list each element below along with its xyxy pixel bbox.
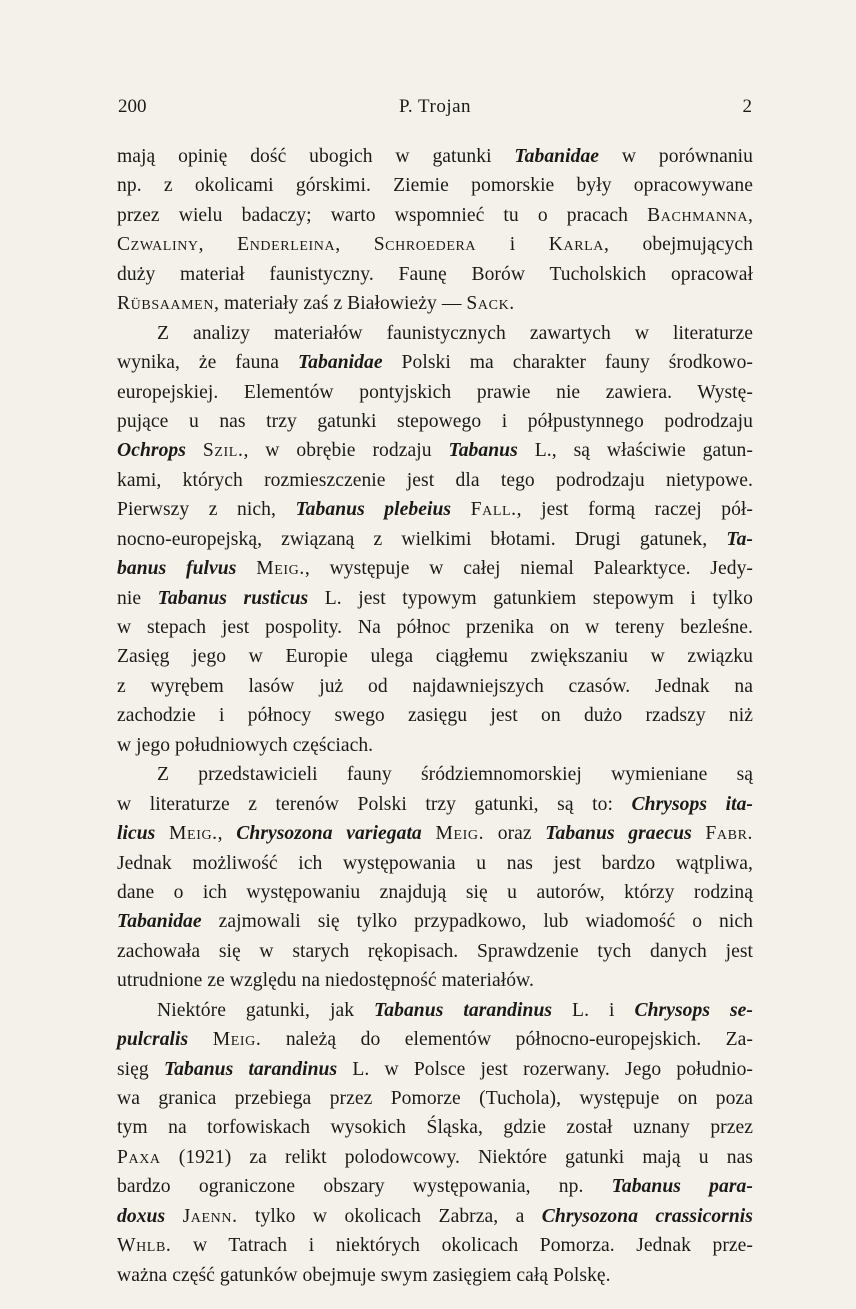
- italic-term: Tabanidae: [297, 352, 383, 374]
- body-text: [117, 142, 753, 1290]
- text-segment: tym na torfowiskach wysokich Śląska, gdzie został uznany przez: [117, 1117, 753, 1139]
- text-segment: [188, 1029, 212, 1050]
- text-line: [117, 1261, 753, 1290]
- text-segment: nie: [117, 587, 158, 609]
- text-segment: np. z okolicami górskimi. Ziemie pomorskie były opracowywane: [117, 175, 753, 197]
- text-segment: , jest formą raczej pół-: [516, 499, 753, 521]
- text-segment: tylko w okolicach Zabrza, a: [237, 1205, 542, 1227]
- text-line: [117, 407, 753, 436]
- running-title: P. Trojan: [398, 96, 472, 117]
- text-segment: europejskiej. Elementów pontyjskich prawie nie zawiera. Wystę-: [117, 381, 753, 403]
- text-line: [117, 525, 753, 554]
- text-segment: bardzo ograniczone obszary występowania, np.: [117, 1176, 612, 1198]
- author-name: Sack: [466, 293, 510, 315]
- author-name: Meig.: [256, 558, 305, 580]
- author-name: Whlb.: [117, 1235, 172, 1257]
- author-name: Meig.: [212, 1029, 262, 1051]
- text-line: [117, 1231, 753, 1260]
- text-line: [117, 201, 753, 230]
- text-segment: w jego południowych częściach.: [117, 734, 374, 756]
- text-segment: (1921) za relikt polodowcowy. Niektóre gatunki mają u nas: [160, 1146, 753, 1168]
- text-segment: , materiały zaś z Białowieży —: [214, 293, 467, 315]
- author-name: Bachmanna: [647, 204, 749, 226]
- italic-term: Chrysops ita-: [631, 793, 753, 815]
- text-segment: Niektóre gatunki, jak: [157, 999, 375, 1021]
- text-segment: L., są właściwie gatun-: [517, 440, 753, 462]
- text-segment: zachowała się w starych rękopisach. Sprawdzenie tych danych jest: [117, 940, 753, 962]
- text-line: [117, 584, 753, 613]
- text-line: [117, 1202, 753, 1231]
- italic-term: Tabanus plebeius: [295, 499, 452, 521]
- running-header: [118, 96, 752, 124]
- text-segment: w porównaniu: [599, 146, 754, 167]
- text-line: [117, 731, 753, 760]
- text-line: [117, 1143, 753, 1172]
- text-line: [117, 790, 753, 819]
- text-line: [117, 937, 753, 966]
- author-name: Paxa: [117, 1146, 161, 1168]
- text-segment: Pierwszy z nich,: [117, 499, 296, 521]
- text-line: [117, 701, 753, 730]
- text-line: [117, 289, 753, 318]
- text-segment: zajmowali się tylko przypadkowo, lub wiadomość o nich: [201, 911, 753, 933]
- text-segment: przez wielu badaczy; warto wspomnieć tu o pracach: [117, 204, 648, 226]
- text-line: [117, 907, 753, 936]
- text-segment: mają opinię dość ubogich w gatunki: [117, 146, 515, 167]
- text-segment: w literaturze z terenów Polski trzy gatunki, są to:: [117, 793, 632, 815]
- text-segment: [165, 1206, 182, 1227]
- text-segment: ,: [217, 823, 237, 845]
- text-segment: [186, 440, 203, 461]
- text-line: [117, 171, 753, 200]
- text-segment: zachodzie i północy swego zasięgu jest on dużo rzadszy niż: [117, 705, 753, 727]
- author-name: Rübsaamen: [117, 293, 215, 315]
- text-segment: , w obrębie rodzaju: [243, 440, 449, 462]
- author-name: Jaenn.: [182, 1205, 238, 1227]
- text-line: [117, 672, 753, 701]
- text-segment: w Tatrach i niektórych okolicach Pomorza. Jednak prze-: [171, 1235, 753, 1257]
- text-line: [117, 819, 753, 848]
- text-segment: kami, których rozmieszczenie jest dla tego podrodzaju nietypowe.: [117, 469, 753, 491]
- italic-term: Tabanidae: [514, 146, 600, 167]
- text-segment: wynika, że fauna: [117, 352, 298, 374]
- text-segment: [451, 499, 471, 520]
- text-segment: , obejmujących: [604, 234, 753, 256]
- text-segment: Z analizy materiałów faunistycznych zawartych w literaturze: [157, 322, 753, 344]
- text-segment: [692, 823, 706, 844]
- text-line: [117, 878, 753, 907]
- text-line: [117, 1113, 753, 1142]
- italic-term: doxus: [117, 1205, 166, 1227]
- page-number: 200: [118, 96, 147, 117]
- italic-term: banus fulvus: [117, 558, 237, 580]
- text-segment: pujące u nas trzy gatunki stepowego i półpustynnego podrodzaju: [117, 410, 753, 432]
- italic-term: pulcralis: [117, 1029, 189, 1051]
- text-segment: ,: [748, 204, 753, 226]
- author-name: Fabr.: [705, 823, 754, 845]
- italic-term: Ta-: [726, 528, 753, 550]
- text-segment: [422, 823, 436, 844]
- text-line: [117, 348, 753, 377]
- text-line: [117, 230, 753, 259]
- text-segment: L. w Polsce jest rozerwany. Jego południo-: [337, 1058, 753, 1080]
- text-segment: należą do elementów północno-europejskich. Za-: [261, 1029, 753, 1051]
- italic-term: Chrysozona crassicornis: [541, 1205, 753, 1227]
- text-segment: .: [509, 293, 515, 315]
- text-line: [117, 319, 753, 348]
- italic-term: Tabanidae: [117, 911, 202, 933]
- text-segment: z wyrębem lasów już od najdawniejszych czasów. Jednak na: [117, 675, 753, 697]
- text-line: [117, 642, 753, 671]
- italic-term: licus: [117, 823, 156, 845]
- author-name: Fall.: [470, 499, 517, 521]
- text-segment: ,: [198, 234, 238, 256]
- text-line: [117, 1025, 753, 1054]
- author-name: Meig.: [435, 823, 485, 845]
- italic-term: Tabanus graecus: [545, 823, 692, 845]
- text-line: [117, 495, 753, 524]
- text-line: [117, 760, 753, 789]
- text-line: [117, 966, 753, 995]
- italic-term: Tabanus tarandinus: [163, 1058, 338, 1080]
- author-name: Enderleina: [237, 234, 336, 256]
- italic-term: Chrysops se-: [634, 999, 753, 1021]
- text-segment: [155, 823, 169, 844]
- text-segment: Z przedstawicieli fauny śródziemnomorskiej wymieniane są: [157, 764, 753, 786]
- text-segment: i: [476, 234, 549, 256]
- italic-term: Ochrops: [117, 440, 186, 462]
- text-segment: , występuje w całej niemal Palearktyce. Jedy-: [304, 558, 753, 580]
- text-segment: nocno-europejską, związaną z wielkimi błotami. Drugi gatunek,: [117, 528, 727, 550]
- italic-term: Tabanus tarandinus: [374, 999, 553, 1021]
- author-name: Szil.: [202, 440, 244, 462]
- text-segment: w stepach jest pospolity. Na północ przenika on w tereny bezleśne.: [117, 617, 753, 638]
- text-line: [117, 1055, 753, 1084]
- author-name: Karla: [548, 234, 604, 256]
- text-segment: Polski ma charakter fauny środkowo-: [382, 352, 754, 374]
- text-segment: Jednak możliwość ich występowania u nas jest bardzo wątpliwa,: [117, 852, 753, 874]
- text-segment: utrudnione ze względu na niedostępność materiałów.: [117, 970, 534, 992]
- text-segment: wa granica przebiega przez Pomorze (Tuchola), występuje on poza: [117, 1088, 753, 1109]
- text-segment: L. jest typowym gatunkiem stepowym i tylko: [308, 587, 753, 609]
- text-segment: sięg: [117, 1058, 164, 1080]
- text-segment: ,: [335, 234, 374, 256]
- text-line: [117, 554, 753, 583]
- text-line: [117, 436, 753, 465]
- text-segment: dane o ich występowaniu znajdują się u autorów, którzy rodziną: [117, 881, 753, 903]
- text-segment: duży materiał faunistyczny. Faunę Borów Tucholskich opracował: [117, 263, 753, 285]
- author-name: Meig.: [169, 823, 218, 845]
- italic-term: Tabanus rusticus: [157, 587, 309, 609]
- text-segment: L. i: [552, 999, 635, 1021]
- text-segment: ważna część gatunków obejmuje swym zasięgiem całą Polskę.: [117, 1264, 611, 1286]
- text-line: [117, 849, 753, 878]
- text-line: [117, 260, 753, 289]
- text-line: [117, 996, 753, 1025]
- text-segment: [236, 558, 256, 579]
- italic-term: Tabanus para-: [611, 1176, 753, 1198]
- text-line: [117, 1084, 753, 1113]
- author-name: Czwaliny: [117, 234, 199, 256]
- author-name: Schroedera: [373, 234, 477, 256]
- italic-term: Chrysozona variegata: [236, 823, 422, 845]
- text-line: [117, 142, 753, 171]
- text-line: [117, 613, 753, 642]
- text-segment: oraz: [484, 823, 546, 845]
- chapter-number: 2: [742, 96, 752, 117]
- text-line: [117, 378, 753, 407]
- text-segment: Zasięg jego w Europie ulega ciągłemu zwiększaniu w związku: [117, 646, 753, 668]
- text-line: [117, 1172, 753, 1201]
- italic-term: Tabanus: [448, 440, 518, 462]
- text-line: [117, 466, 753, 495]
